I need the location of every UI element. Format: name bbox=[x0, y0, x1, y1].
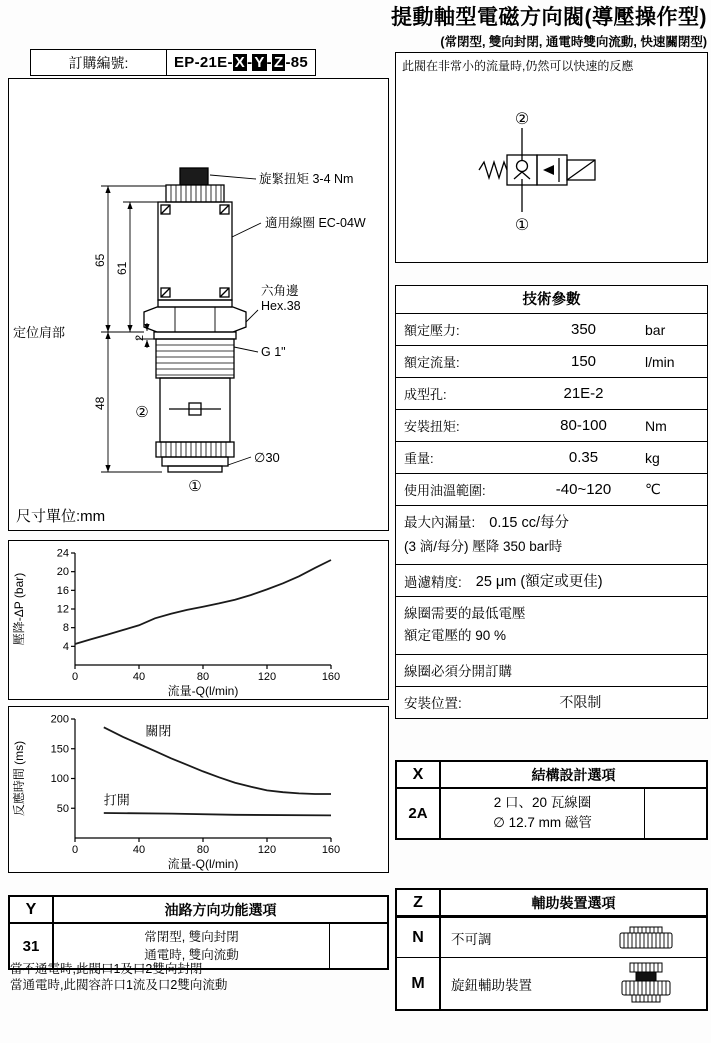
x-table-title: 結構設計選項 bbox=[531, 766, 616, 783]
filtration-value: 25 μm (額定或更佳) bbox=[475, 574, 603, 591]
y-option-desc-line1: 常閉型, 雙向封閉 bbox=[144, 930, 239, 944]
svg-text:120: 120 bbox=[257, 844, 277, 856]
svg-text:120: 120 bbox=[257, 671, 277, 683]
param-label: 重量: bbox=[404, 451, 434, 466]
svg-text:流量-Q(l/min): 流量-Q(l/min) bbox=[167, 684, 239, 698]
y-table-title: 油路方向功能選項 bbox=[164, 901, 277, 918]
y-option-empty-cell bbox=[329, 924, 387, 968]
svg-text:160: 160 bbox=[321, 671, 341, 683]
z-table-key: Z bbox=[397, 890, 441, 915]
order-code-prefix: EP-21E- bbox=[173, 54, 233, 71]
svg-text:反應時間 (ms): 反應時間 (ms) bbox=[12, 740, 26, 817]
dimension-lines bbox=[101, 175, 261, 472]
port2-label: ② bbox=[135, 404, 149, 421]
response-note: 此閥在非常小的流量時,仍然可以快速的反應 bbox=[402, 59, 634, 73]
dim-61-label: 61 bbox=[115, 261, 129, 275]
z-table-title: 輔助裝置選項 bbox=[531, 894, 616, 911]
order-code-sep2: - bbox=[266, 54, 272, 71]
voltage-line2: 額定電壓的 90 % bbox=[404, 628, 507, 644]
param-unit: ℃ bbox=[645, 481, 661, 497]
bottom-flange bbox=[156, 442, 234, 457]
param-unit: l/min bbox=[645, 353, 675, 370]
z-option-row-m bbox=[397, 957, 706, 1009]
param-label: 安裝扭矩: bbox=[404, 419, 460, 434]
tech-params-table bbox=[395, 285, 708, 719]
param-unit: bar bbox=[645, 321, 666, 338]
symbol-port2-label: ② bbox=[514, 111, 530, 128]
svg-text:12: 12 bbox=[56, 603, 69, 616]
y-function-note bbox=[10, 961, 227, 993]
flow-arrow-icon bbox=[543, 165, 554, 175]
x-option-table bbox=[395, 760, 708, 840]
thread-label: G 1" bbox=[261, 345, 286, 359]
z-option-desc-m: 旋鈕輔助裝置 bbox=[451, 977, 532, 993]
tech-row-temperature bbox=[396, 474, 707, 506]
mounting-value: 不限制 bbox=[559, 694, 602, 711]
svg-text:壓降-ΔP (bar): 壓降-ΔP (bar) bbox=[12, 572, 26, 646]
order-code-value bbox=[167, 50, 315, 75]
y-option-table bbox=[8, 895, 389, 970]
hex-label-line1: 六角邊 bbox=[261, 284, 299, 298]
svg-text:150: 150 bbox=[50, 743, 69, 756]
param-label: 使用油溫範圍: bbox=[404, 483, 486, 498]
tech-row-flow bbox=[396, 346, 707, 378]
tech-row-pressure bbox=[396, 314, 707, 346]
param-label: 成型孔: bbox=[404, 387, 447, 402]
y-function-note-line2: 當通電時,此閥容許口1流及口2雙向流動 bbox=[10, 978, 228, 992]
valve-parts bbox=[144, 168, 246, 472]
leakage-value: 0.15 cc/每分 bbox=[489, 515, 570, 531]
param-value: -40~120 bbox=[555, 481, 612, 498]
knurled-ring bbox=[166, 185, 224, 202]
tech-mounting-row bbox=[396, 687, 707, 718]
response-time-chart-panel bbox=[8, 706, 389, 873]
locating-shoulder bbox=[154, 332, 236, 339]
coil-order-note: 線圈必須分開訂購 bbox=[404, 664, 512, 680]
param-value: 21E-2 bbox=[563, 385, 604, 402]
svg-text:40: 40 bbox=[132, 844, 146, 856]
washer bbox=[158, 300, 232, 307]
x-table-key: X bbox=[397, 762, 441, 787]
order-code-y-option: Y bbox=[254, 54, 265, 71]
x-option-desc-line1: 2 口、20 瓦線圈 bbox=[493, 795, 592, 810]
spring-icon bbox=[479, 162, 507, 178]
tech-leakage-section bbox=[396, 506, 707, 565]
y-table-header bbox=[10, 897, 387, 924]
tech-voltage-section bbox=[396, 597, 707, 655]
mounting-label: 安裝位置: bbox=[404, 696, 462, 712]
coil-label: 適用線圈 EC-04W bbox=[265, 216, 366, 230]
leakage-condition: (3 滴/每分) 壓降 350 bar時 bbox=[404, 538, 563, 554]
shoulder-label: 定位肩部 bbox=[13, 325, 66, 340]
symbol-port1-label: ① bbox=[514, 217, 530, 234]
param-label: 額定流量: bbox=[404, 355, 460, 370]
hydraulic-symbol bbox=[396, 88, 706, 246]
order-code-z-option: Z bbox=[273, 54, 284, 71]
order-code-label: 訂購編號: bbox=[31, 50, 167, 75]
svg-text:100: 100 bbox=[50, 773, 69, 785]
voltage-line1: 線圈需要的最低電壓 bbox=[404, 606, 526, 622]
svg-text:0: 0 bbox=[71, 844, 79, 856]
dim-48-label: 48 bbox=[93, 396, 107, 410]
poppet-seat bbox=[514, 172, 530, 185]
svg-text:關閉: 關閉 bbox=[145, 723, 172, 739]
tech-filtration-row bbox=[396, 565, 707, 597]
poppet-ball bbox=[517, 161, 528, 172]
svg-text:200: 200 bbox=[50, 713, 69, 726]
z-table-header bbox=[397, 890, 706, 917]
hex-label-line2: Hex.38 bbox=[261, 299, 301, 313]
dimension-unit-label: 尺寸單位:mm bbox=[16, 508, 106, 525]
param-unit: Nm bbox=[645, 417, 667, 434]
svg-text:80: 80 bbox=[196, 844, 210, 856]
drawing-labels bbox=[13, 171, 366, 495]
order-code-sep1: - bbox=[247, 54, 253, 71]
page-title: 提動軸型電磁方向閥(導壓操作型) bbox=[391, 6, 707, 29]
coil-body bbox=[158, 202, 232, 300]
order-code-suffix: -85 bbox=[285, 54, 309, 71]
leader-lines bbox=[210, 175, 261, 465]
tech-row-weight bbox=[396, 442, 707, 474]
page-header bbox=[0, 1, 707, 50]
x-option-empty-cell bbox=[644, 789, 706, 838]
response-time-chart bbox=[9, 707, 387, 872]
filtration-label: 過濾精度: bbox=[404, 574, 462, 590]
svg-text:0: 0 bbox=[71, 671, 79, 683]
tech-coil-order-row bbox=[396, 655, 707, 687]
x-option-desc-line2: ∅ 12.7 mm 磁管 bbox=[493, 815, 592, 831]
valve-drawing-panel bbox=[8, 78, 389, 531]
symbol-panel bbox=[395, 52, 708, 263]
valve-tip bbox=[162, 457, 228, 472]
knob-icon bbox=[614, 962, 678, 1006]
x-option-row-2a bbox=[397, 789, 706, 838]
svg-text:20: 20 bbox=[56, 566, 69, 579]
tech-row-torque bbox=[396, 410, 707, 442]
thread-section bbox=[156, 339, 234, 378]
pressure-drop-chart bbox=[9, 541, 387, 699]
param-unit: kg bbox=[645, 449, 660, 466]
svg-text:4: 4 bbox=[62, 640, 69, 653]
y-option-desc-line2: 通電時, 雙向流動 bbox=[144, 948, 239, 963]
dim-65-label: 65 bbox=[93, 253, 107, 267]
pressure-drop-chart-panel bbox=[8, 540, 389, 700]
param-value: 0.35 bbox=[568, 449, 599, 466]
torque-label: 旋緊扭矩 3-4 Nm bbox=[259, 172, 354, 186]
param-value: 150 bbox=[570, 353, 597, 370]
param-label: 額定壓力: bbox=[404, 323, 460, 338]
svg-text:流量-Q(l/min): 流量-Q(l/min) bbox=[167, 857, 239, 871]
dim-2-label: 2 bbox=[134, 334, 146, 341]
x-option-desc bbox=[441, 789, 644, 838]
z-option-code-m: M bbox=[397, 958, 441, 1009]
svg-text:40: 40 bbox=[132, 671, 146, 683]
svg-text:24: 24 bbox=[56, 547, 69, 560]
port1-label: ① bbox=[188, 478, 202, 495]
page-subtitle: (常閉型, 雙向封閉, 通電時雙向流動, 快速關閉型) bbox=[440, 35, 707, 49]
y-table-key: Y bbox=[10, 897, 54, 922]
param-value: 350 bbox=[570, 321, 597, 338]
coil-nut-icon bbox=[614, 925, 678, 951]
tech-row-cavity bbox=[396, 378, 707, 410]
svg-text:8: 8 bbox=[62, 622, 69, 635]
valve-technical-drawing bbox=[9, 79, 387, 515]
y-function-note-line1: 當不通電時,此閥口1及口2雙向封閉 bbox=[10, 962, 203, 976]
z-option-table bbox=[395, 888, 708, 1011]
x-option-code: 2A bbox=[397, 789, 441, 838]
x-table-header bbox=[397, 762, 706, 789]
svg-text:16: 16 bbox=[56, 584, 69, 597]
leakage-label: 最大內漏量: bbox=[404, 515, 476, 530]
solenoid-slash bbox=[567, 160, 595, 180]
order-code-x-option: X bbox=[234, 54, 246, 71]
torque-nut bbox=[180, 168, 208, 185]
svg-text:打開: 打開 bbox=[103, 792, 130, 808]
z-option-code-n: N bbox=[397, 918, 441, 957]
z-option-desc-n: 不可調 bbox=[451, 931, 492, 947]
svg-text:80: 80 bbox=[196, 671, 210, 683]
z-option-row-n bbox=[397, 917, 706, 957]
svg-text:160: 160 bbox=[321, 844, 341, 856]
y-option-code: 31 bbox=[10, 924, 54, 968]
hex-nut bbox=[144, 307, 246, 332]
order-code-box bbox=[30, 49, 316, 76]
svg-text:50: 50 bbox=[56, 802, 69, 815]
param-value: 80-100 bbox=[560, 417, 607, 434]
tech-params-title: 技術參數 bbox=[396, 286, 707, 314]
diameter-label: ∅30 bbox=[254, 450, 280, 465]
valve-body bbox=[160, 378, 230, 442]
